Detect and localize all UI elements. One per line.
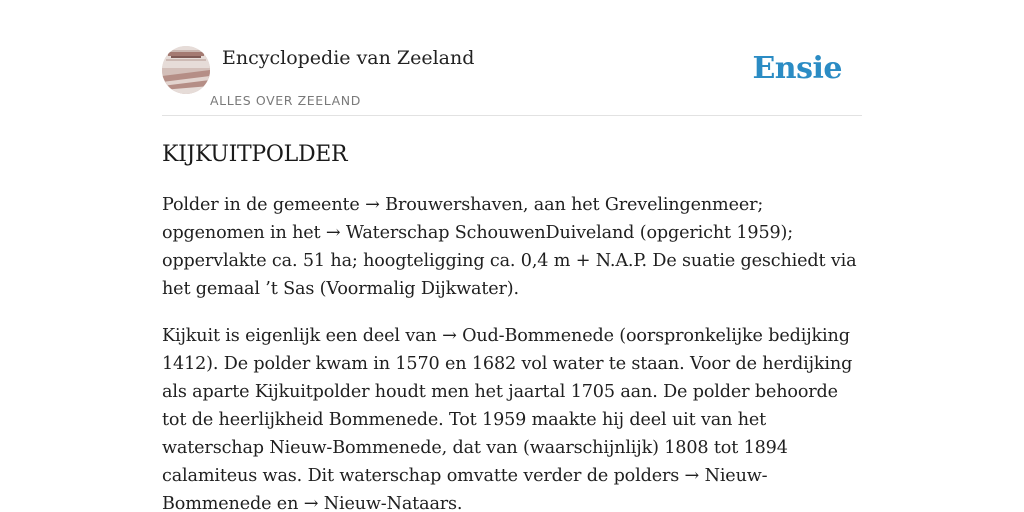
article-body — [162, 191, 862, 512]
page — [162, 0, 862, 512]
encyclopedia-avatar[interactable] — [162, 46, 210, 94]
ensie-logo-link[interactable]: Ensie — [752, 51, 842, 86]
article-paragraph-2: Kijkuit is eigenlijk een deel van → Oud-Bommenede (oorspronkelijke bedijking 1412). De polder kwam in 1570 en 1682 vol water te staan. Voor de herdijking als aparte Kijkuitpolder houdt men het jaartal 1705 aan. De polder behoorde tot de heerlijkheid Bommenede. Tot 1959 maakte hij deel uit van het waterschap Nieuw-Bommenede, dat van (waarschijnlijk) 1808 tot 1894 calamiteus was. Dit waterschap omvatte verder de polders → Nieuw-Bommenede en → Nieuw-Nataars. — [162, 326, 853, 512]
site-title-link[interactable]: Encyclopedie van Zeeland — [222, 47, 475, 69]
avatar-image-icon — [162, 46, 210, 94]
article-title: KIJKUITPOLDER — [162, 142, 348, 167]
article-paragraph-1: Polder in de gemeente → Brouwershaven, aan het Grevelingenmeer; opgenomen in het → Waterschap SchouwenDuiveland (opgericht 1959); oppervlakte ca. 51 ha; hoogteligging ca. 0,4 m + N.A.P. De suatie geschiedt via het gemaal ’t Sas (Voormalig Dijkwater). — [162, 195, 857, 299]
site-tagline: ALLES OVER ZEELAND — [210, 93, 361, 108]
site-header — [162, 46, 862, 116]
